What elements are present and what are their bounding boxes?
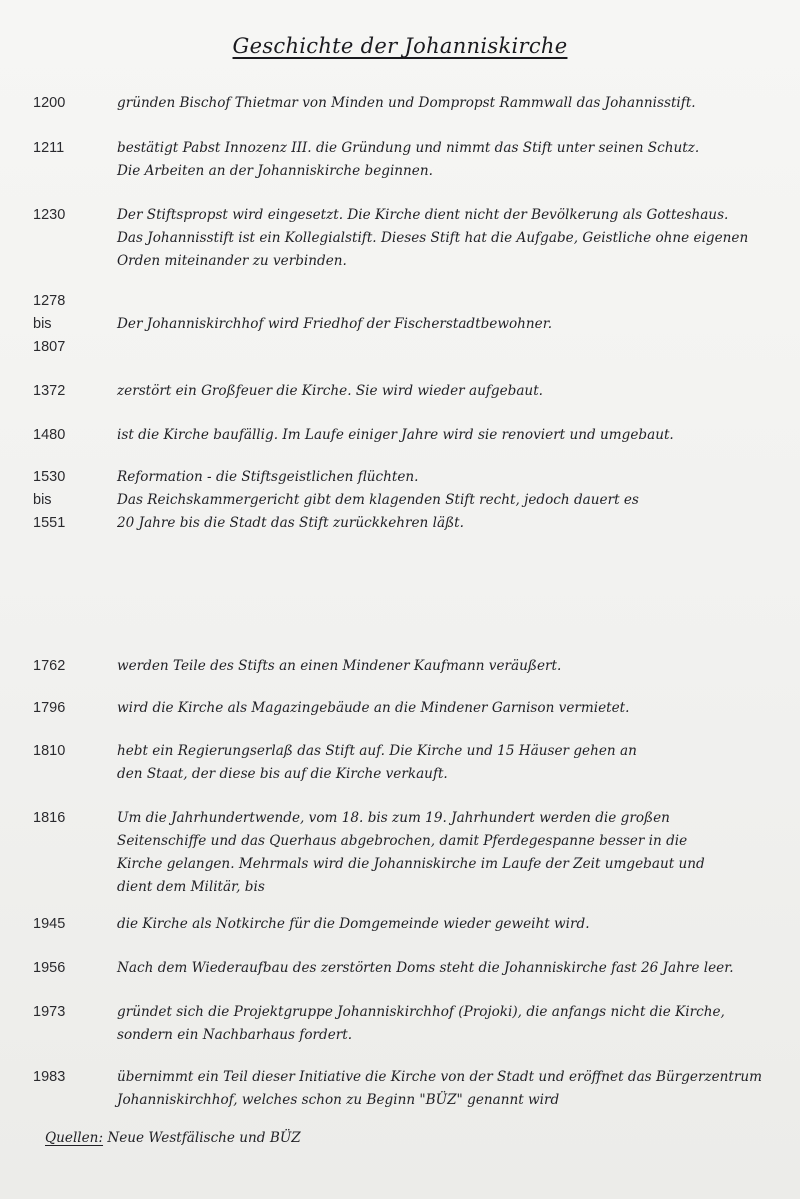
text-line: Die Arbeiten an der Johanniskirche beginnen. [117, 163, 433, 179]
year-column [33, 137, 103, 160]
entry-text [117, 204, 757, 273]
year-label: 1278 [33, 293, 66, 309]
year-column [33, 740, 103, 763]
text-line: ist die Kirche baufällig. Im Laufe einiger Jahre wird sie renoviert und umgebaut. [117, 427, 674, 443]
sources-label: Quellen: [45, 1130, 104, 1146]
year-label: 1807 [33, 339, 66, 355]
year-column [33, 807, 103, 830]
year-column [33, 1066, 103, 1089]
text-line [117, 336, 757, 359]
text-line: Kirche gelangen. Mehrmals wird die Johanniskirche im Laufe der Zeit umgebaut und [117, 856, 705, 872]
text-line: bestätigt Pabst Innozenz III. die Gründung und nimmt das Stift unter seinen Schutz. [117, 140, 700, 156]
year-column [33, 697, 103, 720]
text-line: Um die Jahrhundertwende, vom 18. bis zum 19. Jahrhundert werden die großen [117, 810, 670, 826]
year-column [33, 424, 103, 447]
entry-text [117, 1001, 757, 1047]
text-line [117, 290, 757, 313]
year-label: 1480 [33, 427, 66, 443]
year-label: 1372 [33, 383, 66, 399]
text-line: Das Johannisstift ist ein Kollegialstift. Dieses Stift hat die Aufgabe, Geistliche ohne eigenen [117, 230, 749, 246]
text-line: gründen Bischof Thietmar von Minden und Dompropst Rammwall das Johannisstift. [117, 95, 696, 111]
year-column [33, 655, 103, 678]
text-line: sondern ein Nachbarhaus fordert. [117, 1027, 353, 1043]
year-label: 1551 [33, 515, 66, 531]
year-column [33, 380, 103, 403]
text-line: den Staat, der diese bis auf die Kirche verkauft. [117, 766, 448, 782]
text-line: wird die Kirche als Magazingebäude an die Mindener Garnison vermietet. [117, 700, 630, 716]
entry-text [117, 740, 757, 786]
year-label: 1816 [33, 810, 66, 826]
text-line: Der Johanniskirchhof wird Friedhof der Fischerstadtbewohner. [117, 316, 553, 332]
year-column [33, 1001, 103, 1024]
text-line: Der Stiftspropst wird eingesetzt. Die Kirche dient nicht der Bevölkerung als Gotteshaus. [117, 207, 729, 223]
sources-note [45, 1130, 301, 1146]
year-label: 1983 [33, 1069, 66, 1085]
text-line: Nach dem Wiederaufbau des zerstörten Doms steht die Johanniskirche fast 26 Jahre leer. [117, 960, 734, 976]
text-line: zerstört ein Großfeuer die Kirche. Sie wird wieder aufgebaut. [117, 383, 543, 399]
entry-text [117, 655, 757, 678]
text-line: Johanniskirchhof, welches schon zu Beginn "BÜZ" genannt wird [117, 1092, 560, 1108]
year-column [33, 204, 103, 227]
text-line: die Kirche als Notkirche für die Domgemeinde wieder geweiht wird. [117, 916, 590, 932]
year-label: 1945 [33, 916, 66, 932]
text-line: dient dem Militär, bis [117, 879, 265, 895]
year-label: 1796 [33, 700, 66, 716]
entry-text [117, 807, 757, 899]
entry-text [117, 424, 757, 447]
entry-text [117, 1066, 763, 1112]
text-line: übernimmt ein Teil dieser Initiative die Kirche von der Stadt und eröffnet das Bürgerzentrum [117, 1069, 763, 1085]
year-label: bis [33, 492, 52, 508]
entry-text [117, 380, 757, 403]
text-line: Orden miteinander zu verbinden. [117, 253, 347, 269]
year-label: 1762 [33, 658, 66, 674]
year-column [33, 466, 103, 535]
text-line: gründet sich die Projektgruppe Johanniskirchhof (Projoki), die anfangs nicht die Kirche, [117, 1004, 725, 1020]
sources-text: Neue Westfälische und BÜZ [103, 1130, 301, 1146]
year-label: 1810 [33, 743, 66, 759]
year-column [33, 913, 103, 936]
year-label: 1230 [33, 207, 66, 223]
text-line: 20 Jahre bis die Stadt das Stift zurückkehren läßt. [117, 515, 464, 531]
text-line: werden Teile des Stifts an einen Mindener Kaufmann veräußert. [117, 658, 562, 674]
year-label: bis [33, 316, 52, 332]
page-title: Geschichte der Johanniskirche [232, 34, 568, 58]
text-line: Das Reichskammergericht gibt dem klagenden Stift recht, jedoch dauert es [117, 492, 639, 508]
year-column [33, 92, 103, 115]
text-line: Reformation - die Stiftsgeistlichen flüchten. [117, 469, 419, 485]
entry-text [117, 697, 757, 720]
entry-text [117, 92, 757, 115]
entry-text [117, 466, 757, 535]
text-line: hebt ein Regierungserlaß das Stift auf. Die Kirche und 15 Häuser gehen an [117, 743, 637, 759]
year-column [33, 957, 103, 980]
year-label: 1200 [33, 95, 66, 111]
year-label: 1956 [33, 960, 66, 976]
year-label: 1211 [33, 140, 65, 156]
text-line: Seitenschiffe und das Querhaus abgebrochen, damit Pferdegespanne besser in die [117, 833, 688, 849]
entry-text [117, 137, 757, 183]
entry-text [117, 913, 757, 936]
year-label: 1973 [33, 1004, 66, 1020]
year-label: 1530 [33, 469, 66, 485]
entry-text [117, 957, 757, 980]
year-column [33, 290, 103, 359]
entry-text [117, 290, 757, 359]
